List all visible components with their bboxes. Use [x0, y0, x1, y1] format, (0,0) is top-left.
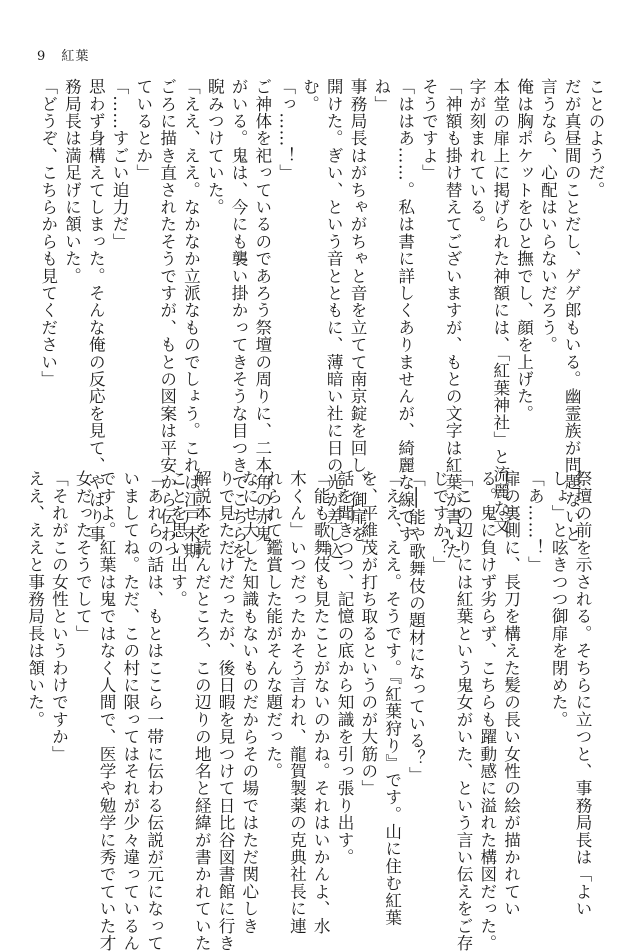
text-line: 「ええ、ええ。なかなか立派なものでしょう。これは江戸末期 — [181, 78, 201, 560]
text-line: ことのようだ。 — [586, 78, 605, 199]
text-line: む。 — [300, 78, 320, 113]
text-line: 思わず身構えてしまった。そんな俺の反応を見て、やはり事 — [86, 78, 106, 543]
text-line: 「この辺りには紅葉という鬼女がいた、という言い伝えをご存 — [454, 470, 474, 952]
text-line: なにせ大した知識もないものだからその場ではただ関心しき — [239, 470, 259, 935]
text-line: 木くん」いつだったかそう言われ、龍賀製薬の克典社長に連 — [287, 470, 307, 935]
text-line: 「ははあ……。私は書に詳しくありませんが、綺麗な線です — [395, 78, 415, 543]
text-line: ええ、ええと事務局長は頷いた。 — [25, 470, 45, 728]
text-line: ですよ。紅葉は鬼ではなく人間で、医学や勉学に秀でていた才 — [97, 470, 117, 952]
text-line: しょ」と呟きつつ御扉を閉めた。 — [549, 470, 569, 728]
text-line: そうですよ」 — [419, 78, 439, 182]
text-line: 務局長は満足げに頷いた。 — [62, 78, 82, 285]
text-line: ているとか」 — [133, 78, 153, 182]
text-line: 「それがこの女性というわけですか」 — [49, 470, 69, 763]
text-line: だが真昼間のことだし、ゲゲ郎もいる。幽霊族が問題ないと — [562, 78, 582, 543]
text-line: ことを思い出す。 — [168, 470, 188, 608]
text-line: 女だったそうでして」 — [73, 470, 93, 642]
text-line: ご神体を祀っているのであろう祭壇の周りに、二本角の赤鬼 — [252, 78, 272, 543]
text-line: 「ええ、ええ。そうです。『紅葉狩り』です。山に住む紅葉 — [382, 470, 402, 927]
text-line: 「どうぞ、こちらからも見てください」 — [38, 78, 58, 388]
text-line: 「──能や歌舞伎の題材になっている？」 — [406, 470, 426, 784]
text-line: 事務局長はがちゃがちゃと音を立てて南京錠を回し、御扉を — [348, 78, 368, 543]
text-line: りで見ただけだったが、後日暇を見つけて日比谷図書館に行き — [216, 470, 236, 952]
text-line: じですか？」 — [430, 470, 450, 574]
page-header — [37, 45, 89, 64]
text-line: 俺は胸ポケットをひと撫でし、顔を上げた。 — [514, 78, 534, 422]
text-line: いましてね。ただ、この村に限ってはそれが少々違っているん — [120, 470, 140, 952]
text-line: がいる。鬼は、今にも襲い掛かってきそうな目つきでこちらを — [229, 78, 249, 560]
text-line: 開けた。ぎい、という音とともに、薄暗い社に日の光が差し込 — [324, 78, 344, 560]
text-line: る。鬼に負けず劣らず、こちらも躍動感に溢れた構図だった。 — [477, 470, 497, 952]
page-number: 9 — [37, 49, 47, 64]
text-line: 解説本を読んだところ、この辺りの地名と経緯が書かれていた — [192, 470, 212, 952]
text-line: 「……すごい迫力だ」 — [110, 78, 130, 250]
text-line: 「っ……！」 — [276, 78, 296, 182]
text-line: 祭壇の前を示される。そちらに立つと、事務局長は「よい — [573, 470, 592, 918]
text-line: ごろに描き直されたそうですが、もとの図案は平安から伝わっ — [157, 78, 177, 560]
text-line: を、平維茂が打ち取るというのが大筋の」 — [358, 470, 378, 797]
text-line: 睨みつけていた。 — [205, 78, 225, 216]
lower-text-block — [25, 470, 594, 952]
text-line: 扉の裏側に、長刀を構えた髪の長い女性の絵が描かれてい — [501, 470, 521, 918]
text-line: 「神額も掛け替えてございますが、もとの文字は紅葉が書いた — [443, 78, 463, 560]
text-line: ね」 — [371, 78, 391, 113]
text-line: れられて鑑賞した能がそんな題だった。 — [263, 470, 283, 780]
text-line: 字が刻まれている。 — [467, 78, 487, 233]
text-line: 「あれらの話は、もとはここら一帯に伝わる伝説が元になって — [144, 470, 164, 952]
text-line: 「あ……！」 — [525, 470, 545, 574]
text-line: 本堂の扉上に掲げられた神額には、「紅葉神社」と流麗な文 — [490, 78, 510, 535]
text-line: 言うなら、心配はいらないだろう。 — [538, 78, 558, 354]
chapter-title: 紅葉 — [61, 49, 90, 64]
text-line: 話を聞きつつ、記憶の底から知識を引っ張り出す。 — [335, 470, 355, 866]
text-line: 「能も歌舞伎も見たことがないのかね。それはいかんよ、水 — [311, 470, 331, 935]
